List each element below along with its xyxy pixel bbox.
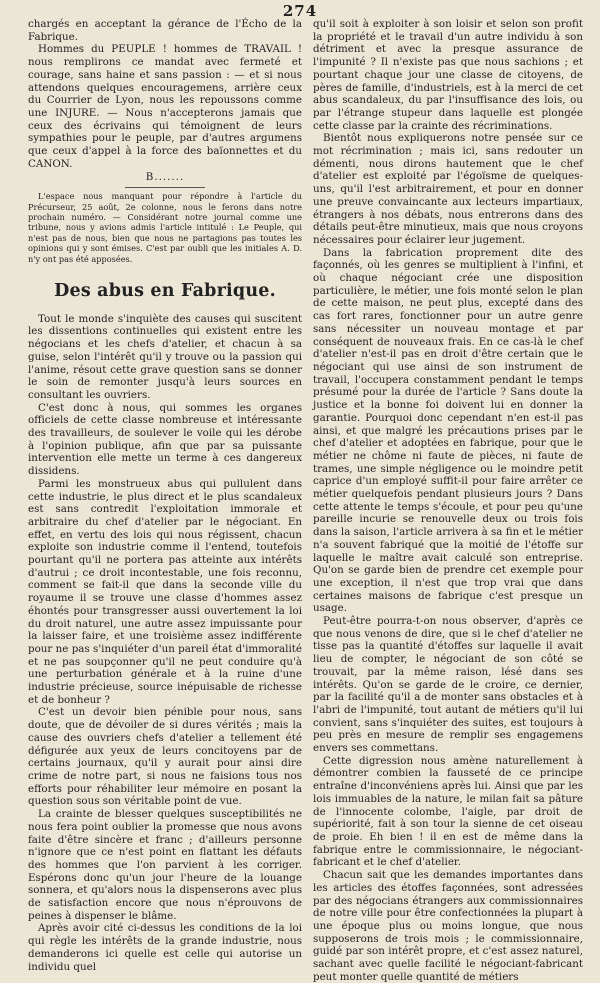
paragraph: Peut-être pourra-t-on nous observer, d'après ce que nous venons de dire, que si le chef d'atelier ne tisse pas la quantité d'étoffes sur laquelle il avait lieu de compter, le négociant de son côté se trouvait, par la même raison, lésé dans ses intérêts. Qu'on se garde de le croire, ce dernier, par la facilité qu'il a de monter sans obstacles et à l'abri de l'impunité, tout autant de métiers qu'il lui convient, sans s'inquiéter des suites, est toujours à peu près en mesure de remplir ses engagemens envers ses commettans.	[313, 615, 583, 755]
paragraph: La crainte de blesser quelques susceptibilités ne nous fera point oublier la promesse que nous avons faite d'être sincère et franc ; d'ailleurs personne n'ignore que ce n'est point en flattant les défauts des hommes que l'on parvient à les corriger. Espérons donc qu'un jour l'heure de la louange sonnera, et qu'alors nous la dispenserons avec plus de satisfaction encore que nous n'éprouvons de peines à dispenser le blâme.	[28, 808, 302, 922]
paragraph: Parmi les monstrueux abus qui pullulent dans cette industrie, le plus direct et le plus scandaleux est sans contredit l'exploitation immorale et arbitraire du chef d'atelier par le négociant. En effet, en vertu des lois qui nous régissent, chacun exploite son industrie comme il l'entend, toutefois pourtant qu'il ne portera pas atteinte aux intérêts d'autrui ; ce droit incontestable, une fois reconnu, comment se fait-il que dans la seconde ville du royaume il se trouve une classe d'hommes assez éhontés pour transgresser aussi ouvertement la loi du droit naturel, une autre assez impuissante pour la laisser faire, et une troisième assez indifférente pour ne pas s'inquiéter d'un pareil état d'immoralité et ne pas soupçonner qu'il ne peut conduire qu'à une perturbation générale et à la ruine d'une industrie précieuse, source inépuisable de richesse et de bonheur ?	[28, 477, 302, 706]
paragraph: Hommes du PEUPLE ! hommes de TRAVAIL ! nous remplirons ce mandat avec fermeté et courage, sans haine et sans passion : — et si nous attendons quelques encouragemens, arrière ceux du Courrier de Lyon, nous les repoussons comme une INJURE. — Nous n'accepterons jamais que ceux des écrivains qui témoignent de leurs sympathies pour le peuple, par d'autres argumens que ceux d'appel à la force des baïonnettes et du CANON.	[28, 43, 302, 170]
paragraph: C'est un devoir bien pénible pour nous, sans doute, que de dévoiler de si dures vérités ; mais la cause des ouvriers chefs d'atelier a tellement été défigurée aux yeux de leurs concitoyens par de certains journaux, qu'il y aurait pour ainsi dire crime de notre part, si nous ne faisions tous nos efforts pour réhabiliter leur mémoire en posant la question sous son véritable point de vue.	[28, 706, 302, 808]
editor-note	[28, 191, 302, 264]
page-number: 274	[282, 2, 318, 20]
paragraph: chargés en acceptant la gérance de l'Écho de la Fabrique.	[28, 18, 302, 43]
note-text: L'espace nous manquant pour répondre à l'article du Précurseur, 25 août, 2e colonne, nous le ferons dans notre prochain numéro. — Considérant notre journal comme une tribune, nous y avions admis l'article intitulé : Le Peuple, qui n'est pas de nous, bien que nous ne partagions pas toutes les opinions qui y sont émises. C'est par oubli que les initiales A. D. n'y ont pas été apposées.	[28, 191, 302, 264]
paragraph: Cette digression nous amène naturellement à démontrer combien la fausseté de ce principe entraîne d'inconvéniens après lui. Ainsi que par les lois immuables de la nature, le milan fait sa pâture de l'innocente colombe, l'aigle, par droit de supériorité, fait à son tour la sienne de cet oiseau de proie. Eh bien ! il en est de même dans la fabrique entre le commissionnaire, le négociant-fabricant et le chef d'atelier.	[313, 754, 583, 869]
paragraph: qu'il soit à exploiter à son loisir et selon son profit la propriété et le travail d'un autre individu à son détriment et avec la presque assurance de l'impunité ? Il n'existe pas que nous sachions ; et pourtant chaque jour une classe de citoyens, de pères de famille, d'industriels, est à la merci de cet abus scandaleux, du par l'insuffisance des lois, ou par l'étrange stupeur dans laquelle est plongée cette classe par la crainte des récriminations.	[313, 18, 583, 132]
paragraph: Chacun sait que les demandes importantes dans les articles des étoffes façonnées, sont adressées par des négocians étrangers aux commissionnaires de notre ville pour être confectionnées la plupart à une époque plus ou moins longue, que nous supposerons de trois mois ; le commissionnaire, guidé par son intérêt propre, et c'est assez naturel, sachant avec quelle facilité le négociant-fabricant peut monter quelle quantité de métiers	[313, 869, 583, 983]
paragraph: Bientôt nous expliquerons notre pensée sur ce mot récrimination ; mais ici, sans redouter un démenti, nous dirons hautement que le chef d'atelier est exploité par l'égoïsme de quelques-uns, qu'il l'est arbitrairement, et pour en donner une preuve convaincante aux lecteurs impartiaux, étrangers à nos débats, nous entrerons dans des détails peut-être minutieux, mais que nous croyons nécessaires pour éclairer leur jugement.	[313, 132, 583, 246]
right-column	[313, 18, 583, 983]
paragraph: Dans la fabrication proprement dite des façonnés, où les genres se multiplient à l'infini, et où chaque négociant crée une disposition particulière, le métier, une fois monté selon le plan de cette maison, ne peut plus, excepté dans des cas fort rares, fonctionner pour un autre genre sans nécessiter un nouveau montage et par conséquent de nouveaux frais. En ce cas-là le chef d'atelier n'est-il pas en droit d'être certain que le négociant qui use ainsi de son instrument de travail, l'occupera constamment pendant le temps présumé pour la durée de l'article ? Sans doute la justice et la bonne foi doivent lui en donner la garantie. Pourquoi donc cependant n'en est-il pas ainsi, et que malgré les précautions prises par le chef d'atelier et adoptées en fabrique, pour que le métier ne chôme ni faute de pièces, ni faute de trames, une simple négligence ou le moindre petit caprice d'un employé suffit-il pour faire arrêter ce métier quelquefois pendant plusieurs jours ? Dans cette attente le temps s'écoule, et pour peu qu'une pareille incurie se renouvelle deux ou trois fois dans la saison, l'article arrivera à sa fin et le métier n'a souvent fabriqué que la moitié de l'étoffe sur laquelle le maître avait calculé son entreprise. Qu'on se garde bien de prendre cet exemple pour une exception, il n'est que trop vrai que dans certaines maisons de fabrique c'est presque un usage.	[313, 246, 583, 615]
signature: B.......	[145, 171, 185, 184]
paragraph: Après avoir cité ci-dessus les conditions de la loi qui règle les intérêts de la grande industrie, nous demanderons ici quelle est celle qui autorise un individu quel	[28, 922, 302, 973]
divider	[125, 187, 205, 188]
left-column	[28, 18, 302, 973]
paragraph: Tout le monde s'inquiète des causes qui suscitent les dissentions continuelles qui existent entre les négocians et les chefs d'atelier, et chacun à sa guise, selon l'intérêt qu'il y trouve ou la passion qui l'anime, résout cette grave question sans se donner le soin de remonter jusqu'à leurs sources en consultant les ouvriers.	[28, 312, 302, 401]
paragraph: C'est donc à nous, qui sommes les organes officiels de cette classe nombreuse et intéressante des travailleurs, de soulever le voile qui les dérobe à l'opinion publique, afin que par sa puissante intervention elle mette un terme à ces dangereux dissidens.	[28, 401, 302, 478]
section-title: Des abus en Fabrique.	[54, 280, 276, 301]
